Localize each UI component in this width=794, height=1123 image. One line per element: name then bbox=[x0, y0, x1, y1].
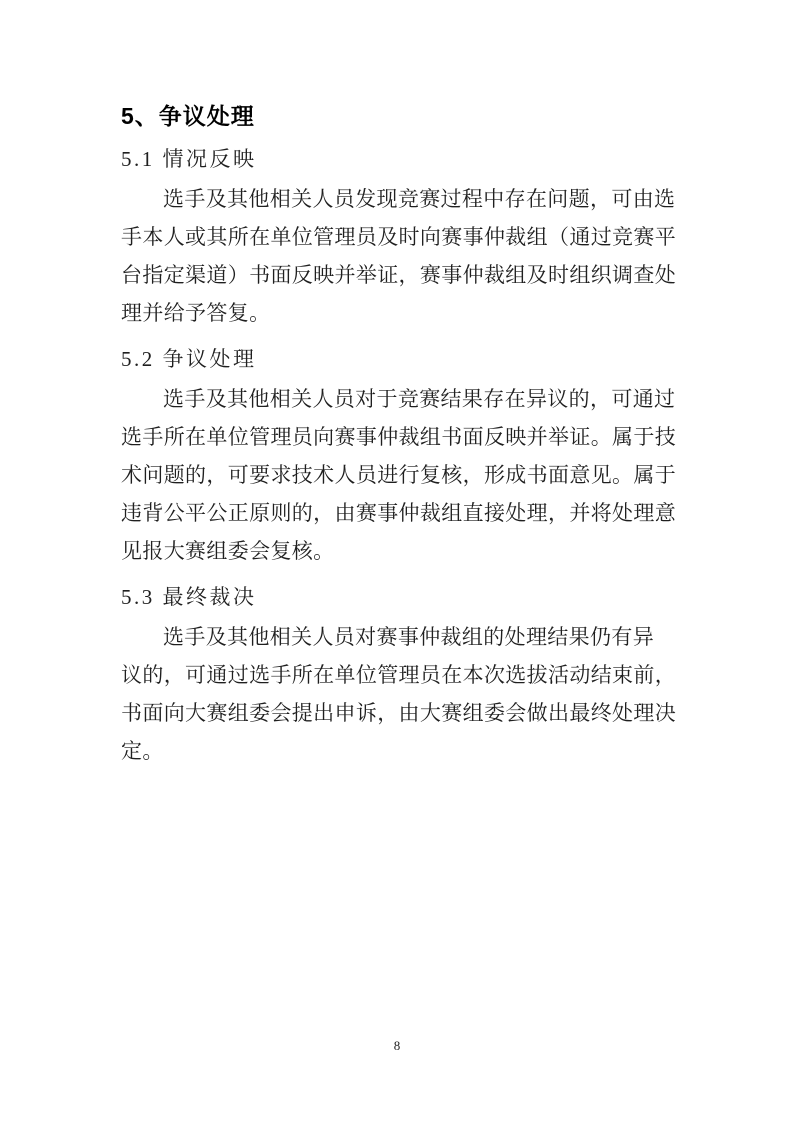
paragraph-line: 选手所在单位管理员向赛事仲裁组书面反映并举证。属于技 bbox=[121, 425, 677, 449]
paragraph-line: 定。 bbox=[121, 739, 164, 763]
paragraph-line: 手本人或其所在单位管理员及时向赛事仲裁组（通过竞赛平 bbox=[121, 225, 677, 249]
paragraph-line: 违背公平公正原则的，由赛事仲裁组直接处理，并将处理意 bbox=[121, 501, 677, 525]
section-heading-1: 5.1 情况反映 bbox=[121, 147, 257, 171]
section-heading-2: 5.2 争议处理 bbox=[121, 347, 257, 371]
paragraph-line: 见报大赛组委会复核。 bbox=[121, 539, 335, 563]
document-title: 5、争议处理 bbox=[121, 103, 255, 129]
paragraph-line: 选手及其他相关人员对于竞赛结果存在异议的，可通过 bbox=[163, 387, 676, 411]
section-paragraph-1 bbox=[121, 180, 696, 332]
paragraph-line: 台指定渠道）书面反映并举证，赛事仲裁组及时组织调查处 bbox=[121, 263, 677, 287]
paragraph-line: 选手及其他相关人员发现竞赛过程中存在问题，可由选 bbox=[163, 187, 676, 211]
section-paragraph-2 bbox=[121, 380, 696, 570]
section-paragraph-3 bbox=[121, 618, 696, 770]
document-sections bbox=[121, 144, 696, 770]
paragraph-line: 选手及其他相关人员对赛事仲裁组的处理结果仍有异 bbox=[163, 625, 655, 649]
paragraph-line: 术问题的，可要求技术人员进行复核，形成书面意见。属于 bbox=[121, 463, 677, 487]
page-number: 8 bbox=[393, 1038, 401, 1053]
paragraph-line: 书面向大赛组委会提出申诉，由大赛组委会做出最终处理决 bbox=[121, 701, 677, 725]
section-heading-3: 5.3 最终裁决 bbox=[121, 585, 257, 609]
paragraph-line: 理并给予答复。 bbox=[121, 301, 271, 325]
paragraph-line: 议的，可通过选手所在单位管理员在本次选拔活动结束前， bbox=[121, 663, 677, 687]
